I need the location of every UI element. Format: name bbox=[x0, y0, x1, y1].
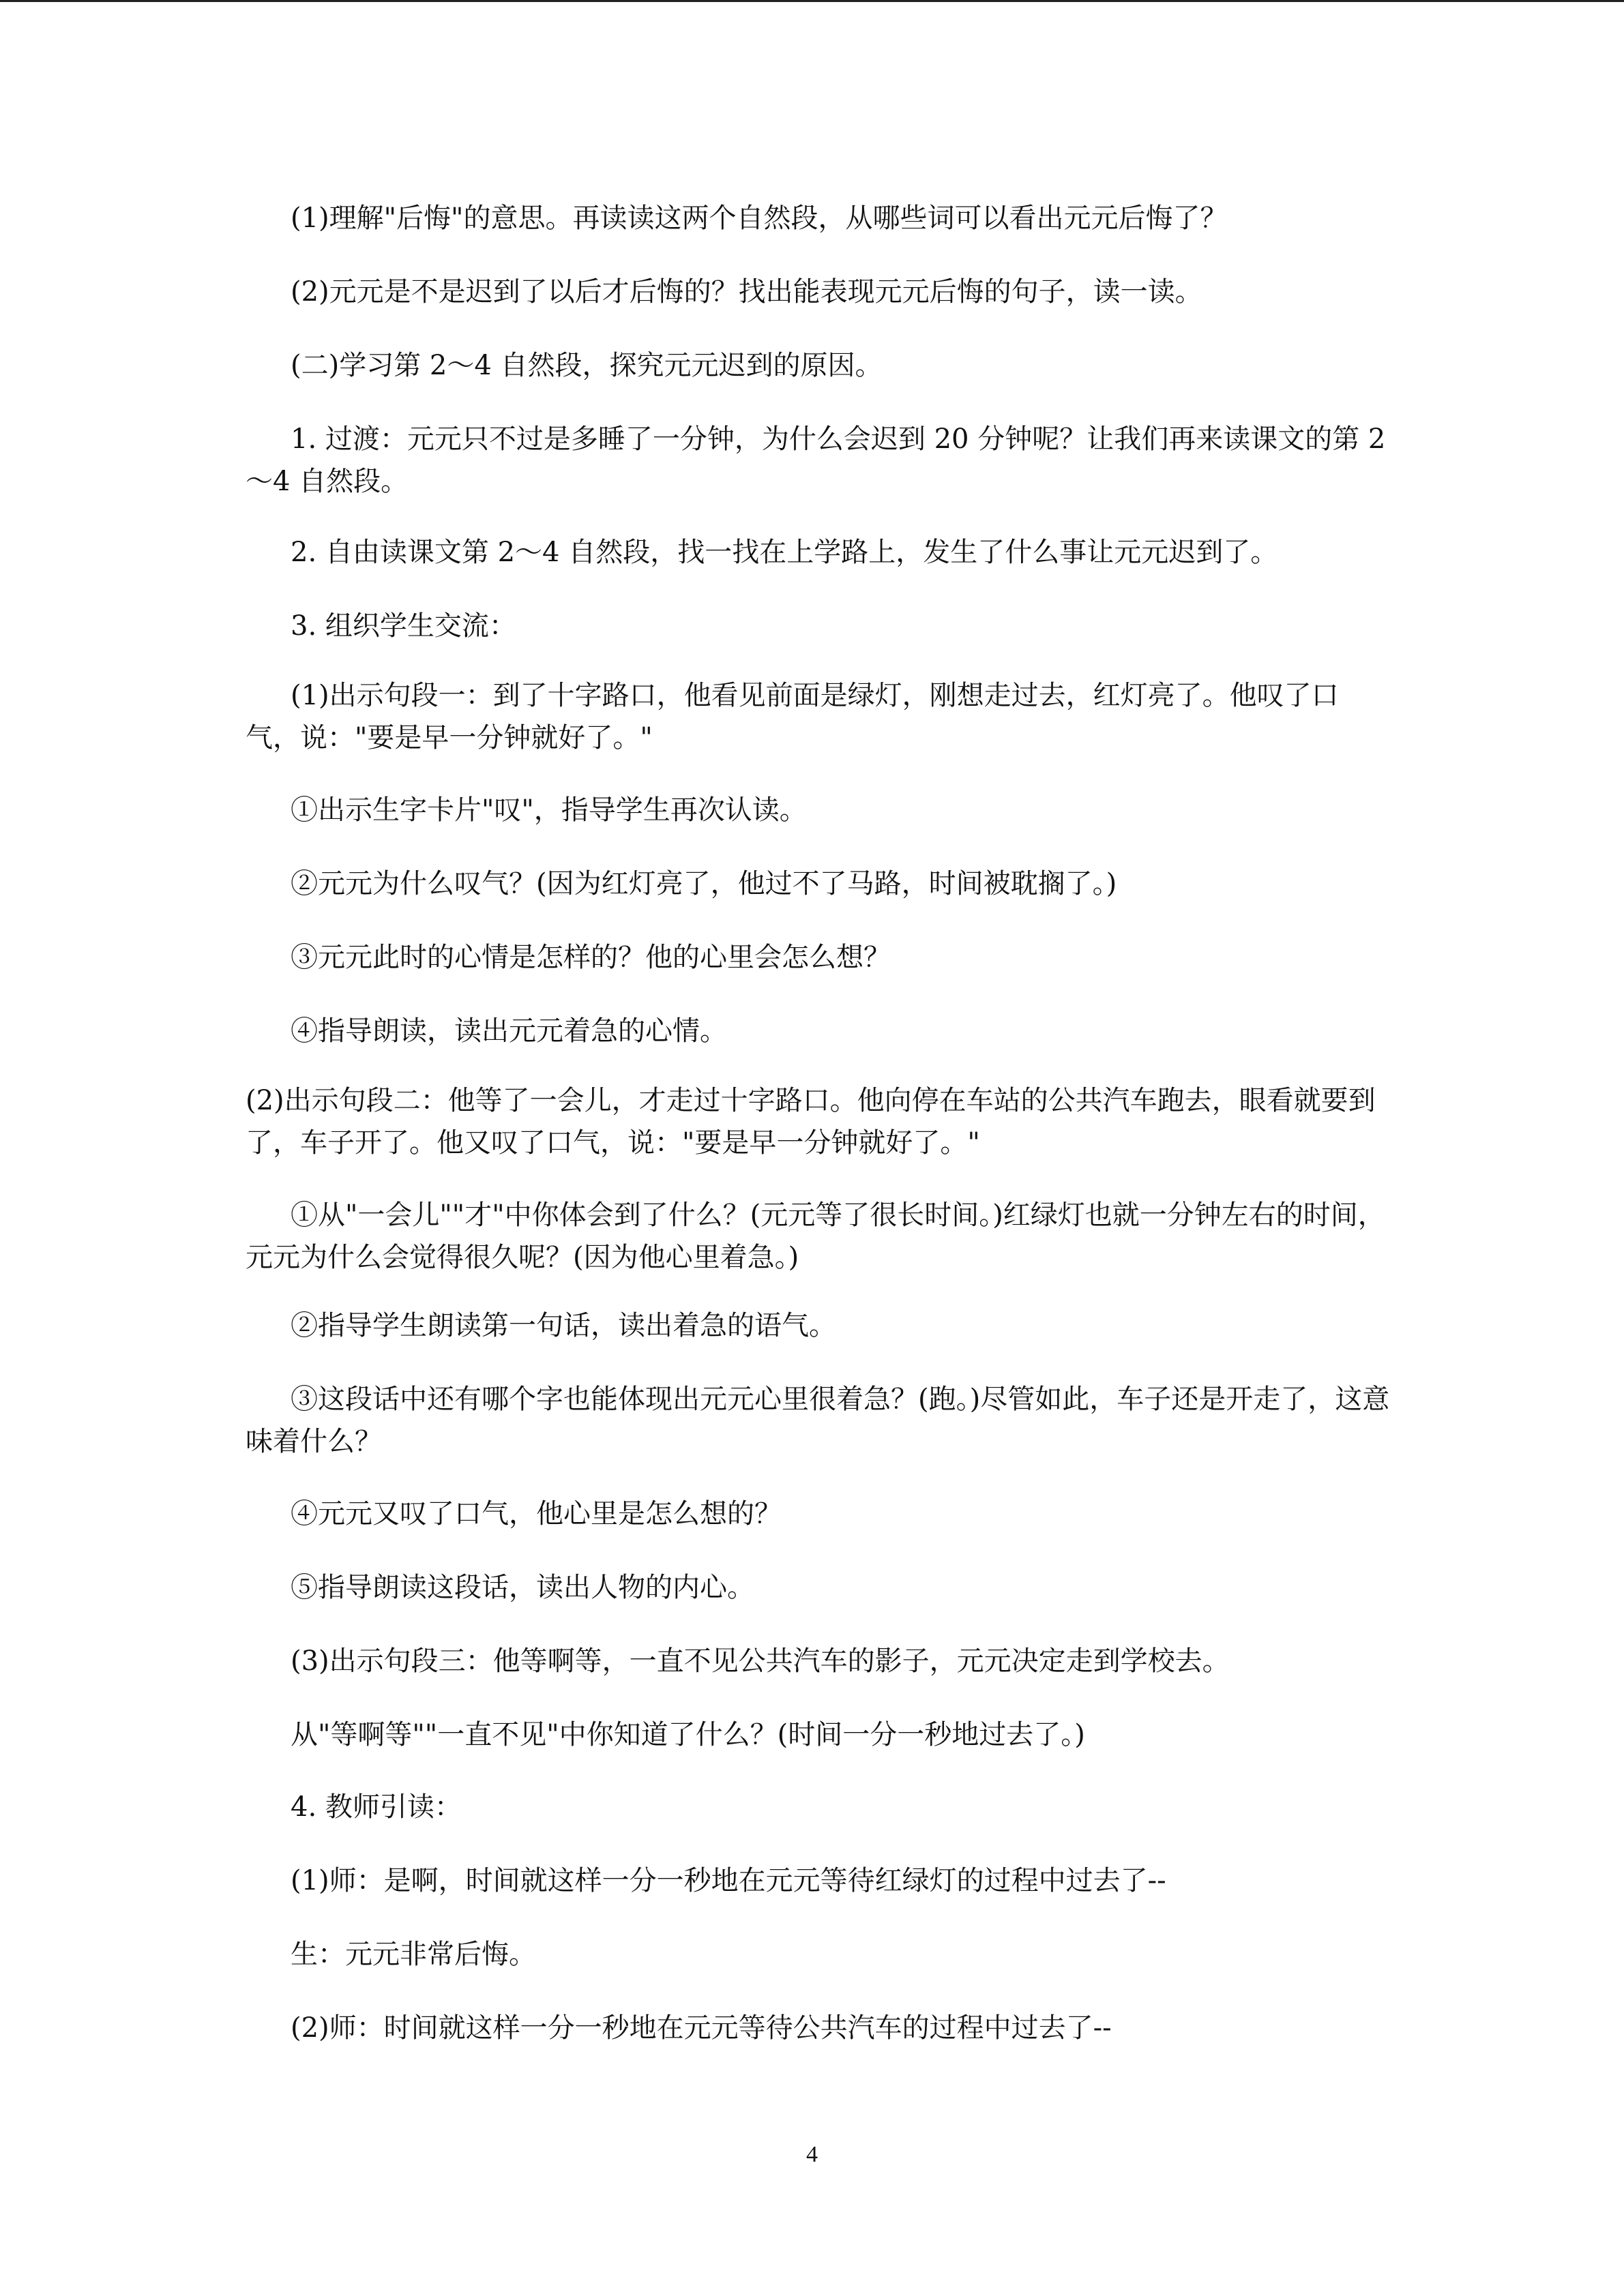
list-item: ④元元又叹了口气，他心里是怎么想的？ bbox=[291, 1498, 782, 1530]
list-item: ④指导朗读，读出元元着急的心情。 bbox=[291, 1015, 727, 1047]
paragraph: (2)出示句段二：他等了一会儿，才走过十字路口。他向停在车站的公共汽车跑去，眼看就要到了，车子开了。他又叹了口气，说："要是早一分钟就好了。" bbox=[246, 1085, 1376, 1159]
page-number: 4 bbox=[806, 2142, 818, 2167]
paragraph: 4. 教师引读： bbox=[291, 1791, 462, 1823]
list-item: ⑤指导朗读这段话，读出人物的内心。 bbox=[291, 1572, 754, 1603]
paragraph: 1. 过渡：元元只不过是多睡了一分钟，为什么会迟到 20 分钟呢？让我们再来读课文的第 2～4 自然段。 bbox=[246, 423, 1386, 497]
paragraph: 2. 自由读课文第 2～4 自然段，找一找在上学路上，发生了什么事让元元迟到了。 bbox=[291, 537, 1278, 568]
paragraph: (1)理解"后悔"的意思。再读读这两个自然段，从哪些词可以看出元元后悔了？ bbox=[291, 203, 1228, 234]
paragraph: 从"等啊等""一直不见"中你知道了什么？(时间一分一秒地过去了。) bbox=[291, 1719, 1085, 1750]
paragraph: (2)师：时间就这样一分一秒地在元元等待公共汽车的过程中过去了-- bbox=[291, 2012, 1112, 2044]
paragraph: (1)出示句段一：到了十字路口，他看见前面是绿灯，刚想走过去，红灯亮了。他叹了口气，说："要是早一分钟就好了。" bbox=[246, 680, 1339, 754]
paragraph: 生：元元非常后悔。 bbox=[291, 1939, 536, 1970]
list-item: ①出示生字卡片"叹"，指导学生再次认读。 bbox=[291, 794, 807, 826]
list-item: ③这段话中还有哪个字也能体现出元元心里很着急？(跑。)尽管如此，车子还是开走了，这意味着什么？ bbox=[246, 1384, 1390, 1457]
list-item: ②指导学生朗读第一句话，读出着急的语气。 bbox=[291, 1310, 836, 1341]
paragraph: (1)师：是啊，时间就这样一分一秒地在元元等待红绿灯的过程中过去了-- bbox=[291, 1865, 1166, 1896]
paragraph: 3. 组织学生交流： bbox=[291, 610, 516, 642]
paragraph: (3)出示句段三：他等啊等，一直不见公共汽车的影子，元元决定走到学校去。 bbox=[291, 1645, 1230, 1677]
section-heading: (二)学习第 2～4 自然段，探究元元迟到的原因。 bbox=[291, 350, 883, 381]
list-item: ②元元为什么叹气？(因为红灯亮了，他过不了马路，时间被耽搁了。) bbox=[291, 868, 1117, 899]
paragraph: (2)元元是不是迟到了以后才后悔的？找出能表现元元后悔的句子，读一读。 bbox=[291, 276, 1202, 308]
list-item: ③元元此时的心情是怎样的？他的心里会怎么想？ bbox=[291, 942, 891, 973]
list-item: ①从"一会儿""才"中你体会到了什么？(元元等了很长时间。)红绿灯也就一分钟左右的时间，元元为什么会觉得很久呢？(因为他心里着急。) bbox=[246, 1199, 1385, 1273]
